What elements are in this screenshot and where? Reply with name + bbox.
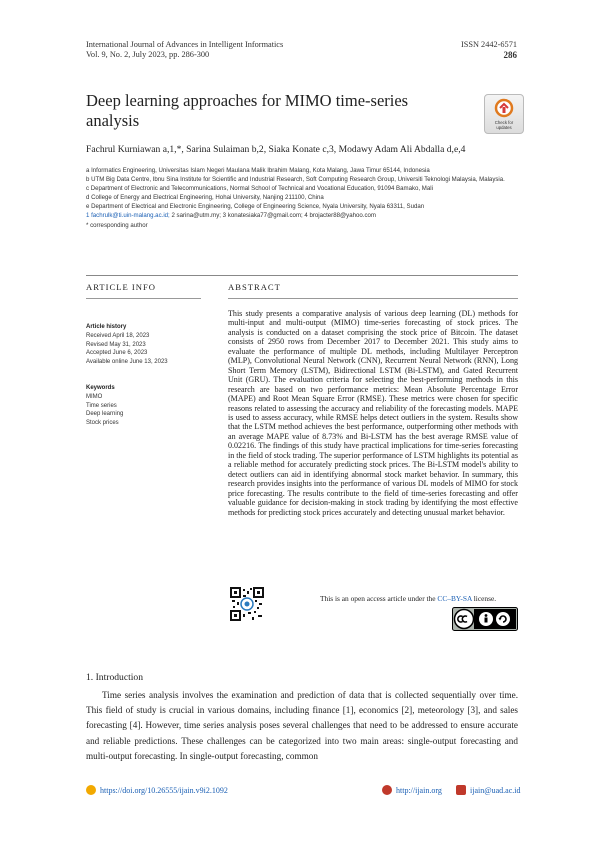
check-for-updates-badge[interactable] (484, 94, 524, 134)
divider-abstract (228, 298, 518, 299)
license-statement (320, 594, 496, 603)
affiliation-b: b UTM Big Data Centre, Ibnu Sina Institute for Scientific and Industrial Research, Soft Computing Research Group, Universiti Teknologi Malaysia, Malaysia. (86, 176, 505, 184)
history-received: Received April 18, 2023 (86, 332, 150, 339)
paper-title: Deep learning approaches for MIMO time-series analysis (86, 91, 409, 130)
affiliation-d: d College of Energy and Electrical Engineering, Hohai University, Nanjing 211100, China (86, 194, 324, 202)
affiliations (86, 166, 516, 230)
journal-name: International Journal of Advances in Intelligent Informatics (86, 40, 284, 49)
site-link[interactable]: http://ijain.org (396, 785, 442, 795)
globe-icon (382, 785, 392, 795)
keywords-heading: Keywords (86, 384, 115, 391)
keyword-item: Time series (86, 402, 117, 409)
introduction-body (86, 688, 518, 764)
history-online: Available online June 13, 2023 (86, 359, 168, 366)
divider-info (86, 298, 201, 299)
history-accepted: Accepted June 6, 2023 (86, 350, 148, 357)
author-emails (86, 211, 516, 220)
section-heading-introduction: 1. Introduction (86, 672, 144, 683)
issn-block (461, 40, 517, 61)
license-suffix: license. (471, 594, 497, 603)
affiliation-a: a Informatics Engineering, Universitas Islam Negeri Maulana Malik Ibrahim Malang, Kota Malang, Jawa Timur 65144, Indonesia (86, 167, 430, 174)
abstract-text: This study presents a comparative analysis of various deep learning (DL) methods for multi-input and multi-output (MIMO) time-series forecasting of stock prices. The analysis is conducted on a dataset comprising the stock price of Bitcoin. The dataset consists of 2950 rows from December 2017 to December 2021. This study aims to evaluate the performance of multiple DL methods, including Multilayer Perceptron (MLP), Convolutional Neural Network (CNN), Recurrent Neural Network (RNN), Long Short Term Memory (LSTM), Bidirectional LSTM (Bi-LSTM), and Gated Recurrent Unit (GRU). The evaluation criteria for selecting the best-performing methods in this research are based on two performance metrics: Mean Absolute Percentage Error (MAPE) and Root Mean Square Error (RMSE). These metrics were chosen for specific reasons related to assessing the accuracy and reliability of the forecasting models. MAPE is used to assess accuracy, while RMSE helps detect outliers in the system. Results show that the LSTM method achieves the best performance, outperforming other methods with an average MAPE value of 8.73% and Bi-LSTM has the best average RMSE value of 0.02216. The findings of this study have practical implications for time-series forecasting in the field of stock trading. The superior performance of LSTM highlights its potential as a reliable method for accurately predicting stock prices. The Bi-LSTM model's ability to detect outliers can aid in identifying abnormal stock market behavior. In summary, this research provides insights into the performance of various DL models of MIMO for stock price forecasting. The results contribute to the field of time-series forecasting and offer valuable guidance for decision-making in stock trading by identifying the most effective methods for predicting stock prices accurately and detecting unusual market behavior. (228, 309, 518, 517)
history-revised: Revised May 31, 2023 (86, 341, 146, 348)
keyword-item: Deep learning (86, 411, 124, 418)
journal-issue: Vol. 9, No. 2, July 2023, pp. 286-300 (86, 50, 210, 59)
keyword-item: MIMO (86, 393, 103, 400)
divider-top (86, 275, 518, 276)
article-info (86, 323, 201, 428)
authors: Fachrul Kurniawan a,1,*, Sarina Sulaiman b,2, Siaka Konate c,3, Modawy Adam Ali Abdalla d,e,4 (86, 144, 466, 155)
other-emails: 2 sarina@utm.my; 3 konatesiaka77@gmail.com; 4 brojacter88@yahoo.com (169, 212, 376, 220)
qr-code-icon (230, 587, 264, 621)
doi-link[interactable]: https://doi.org/10.26555/ijain.v9i2.1092 (100, 785, 228, 795)
email-link[interactable]: ijain@uad.ac.id (470, 785, 521, 795)
doi-icon (86, 785, 96, 795)
article-info-heading: ARTICLE INFO (86, 282, 156, 292)
corresponding-author-note: * corresponding author (86, 221, 148, 229)
footer-site[interactable] (382, 785, 442, 795)
mail-icon (456, 785, 466, 795)
page-number: 286 (503, 50, 517, 60)
introduction-paragraph: Time series analysis involves the examination and prediction of data that is collected sequentially over time. This field of study is crucial in various domains, including finance [1], economics [2], meteorology [3], and sales forecasting [4]. However, time series analysis poses several challenges that need to be addressed to ensure accurate and reliable predictions. These challenges can be categorized into two main areas: single-output forecasting and multi-output forecasting. In single-output forecasting, common (86, 690, 518, 761)
corresponding-email-link[interactable]: 1 fachrulk@ti.uin-malang.ac.id; (86, 212, 170, 220)
keyword-item: Stock prices (86, 420, 119, 427)
cc-by-sa-badge[interactable] (452, 607, 518, 636)
qr-code[interactable] (230, 587, 264, 621)
cc-by-sa-icon (452, 607, 518, 631)
footer-doi[interactable] (86, 785, 228, 795)
abstract-heading: ABSTRACT (228, 282, 281, 292)
article-history-heading: Article history (86, 324, 127, 330)
license-link[interactable]: CC–BY-SA (437, 594, 472, 603)
footer-email[interactable] (456, 785, 520, 795)
running-header (86, 40, 283, 60)
affiliation-e: e Department of Electrical and Electronic Engineering, College of Engineering Science, Nyala University, Nyala 63311, Sudan (86, 203, 425, 211)
badge-text: Check for updates (494, 120, 514, 130)
license-prefix: This is an open access article under the (320, 594, 438, 603)
affiliation-c: c Department of Electronic and Telecommunications, Normal School of Technical and Vocational Education, 91094 Bamako, Mali (86, 185, 433, 193)
issn: ISSN 2442-6571 (460, 40, 517, 49)
